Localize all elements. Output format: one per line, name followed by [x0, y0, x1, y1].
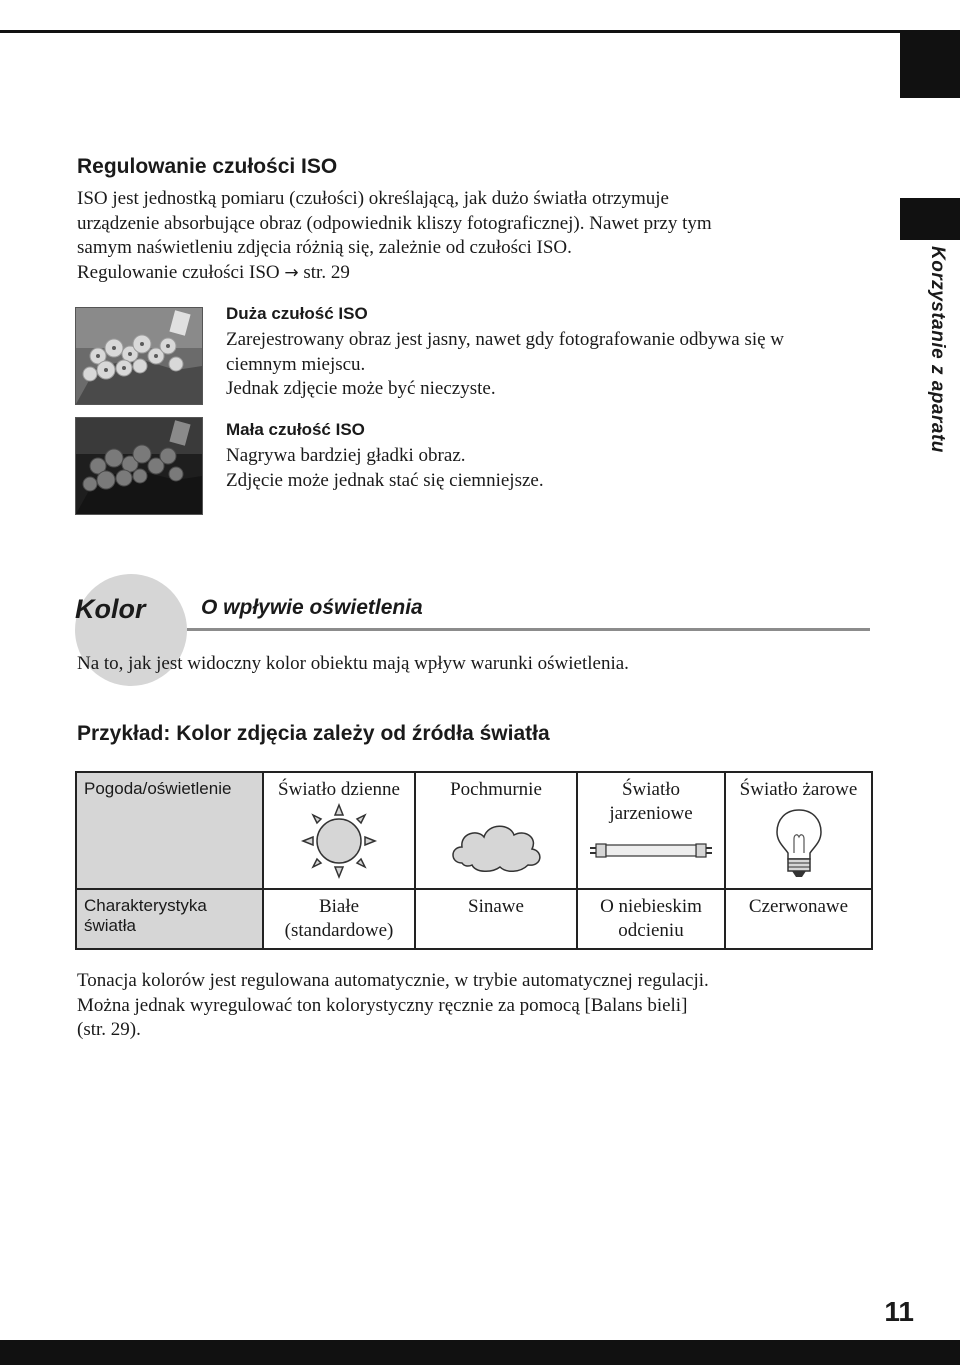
fluorescent-tube-icon: [582, 832, 720, 868]
side-section-tab: [900, 198, 960, 240]
trait-cloudy: Sinawe: [415, 889, 577, 949]
column-label: Światło dzienne: [278, 779, 400, 800]
low-iso-title: Mała czułość ISO: [226, 420, 365, 439]
low-iso-photo: [75, 417, 203, 515]
iso-paragraph-line: [77, 261, 877, 286]
bottom-rule: [0, 1340, 960, 1365]
trait-incandescent: Czerwonawe: [725, 889, 872, 949]
column-label: Światło żarowe: [739, 779, 858, 800]
high-iso-line: Jednak zdjęcie może być nieczyste.: [226, 378, 496, 399]
kolor-section-subtitle: O wpływie oświetlenia: [201, 596, 423, 619]
high-iso-title: Duża czułość ISO: [226, 304, 368, 323]
footer-line: Można jednak wyregulować ton kolorystyczny ręcznie za pomocą [Balans bieli]: [77, 994, 688, 1016]
column-daylight: [263, 772, 415, 889]
page-number: 11: [884, 1296, 914, 1327]
side-section-label: Korzystanie z aparatu: [927, 246, 948, 453]
cloud-icon: [420, 812, 572, 882]
kolor-section-label: Kolor: [75, 594, 146, 624]
top-rule: [0, 30, 900, 33]
top-corner-tab: [900, 30, 960, 98]
low-iso-line: Zdjęcie może jednak stać się ciemniejsze.: [226, 469, 544, 491]
kolor-section-rule: [187, 628, 870, 631]
footer-paragraph: [77, 969, 877, 1043]
low-iso-description: [226, 444, 886, 493]
footer-line: (str. 29).: [77, 1019, 141, 1040]
low-iso-line: Nagrywa bardziej gładki obraz.: [226, 445, 466, 466]
iso-paragraph-line: samym naświetleniu zdjęcia różnią się, zależnie od czułości ISO.: [77, 237, 572, 258]
trait-daylight: Białe (standardowe): [263, 889, 415, 949]
iso-paragraph-line: urządzenie absorbujące obraz (odpowiednik kliszy fotograficznej). Nawet przy tym: [77, 212, 712, 234]
kolor-intro: Na to, jak jest widoczny kolor obiektu mają wpływ warunki oświetlenia.: [77, 653, 629, 674]
column-fluorescent: [577, 772, 725, 889]
footer-line: Tonacja kolorów jest regulowana automatycznie, w trybie automatycznej regulacji.: [77, 970, 709, 991]
iso-reference-page-link[interactable]: str. 29: [303, 261, 350, 283]
iso-paragraph-line: ISO jest jednostką pomiaru (czułości) określającą, jak dużo światła otrzymuje: [77, 188, 669, 209]
table-row: [76, 772, 872, 889]
row-header-weather: Pogoda/oświetlenie: [76, 772, 263, 889]
iso-reference-text: Regulowanie czułości ISO: [77, 261, 280, 283]
iso-paragraph: [77, 187, 877, 285]
column-cloudy: [415, 772, 577, 889]
high-iso-line: ciemnym miejscu.: [226, 353, 366, 375]
lighting-table: [75, 771, 873, 950]
column-label: Światło: [621, 779, 681, 800]
trait-fluorescent: O niebieskim odcieniu: [577, 889, 725, 949]
column-label: jarzeniowe: [609, 803, 693, 824]
light-bulb-icon: [730, 808, 867, 878]
column-incandescent: [725, 772, 872, 889]
high-iso-line: Zarejestrowany obraz jest jasny, nawet gdy fotografowanie odbywa się w: [226, 329, 785, 350]
high-iso-description: [226, 328, 886, 402]
iso-heading: Regulowanie czułości ISO: [77, 155, 338, 178]
row-header-light-trait: Charakterystyka światła: [76, 889, 263, 949]
example-heading: Przykład: Kolor zdjęcia zależy od źródła światła: [77, 722, 550, 745]
high-iso-photo: [75, 307, 203, 405]
sun-icon: [268, 806, 410, 876]
column-label: Pochmurnie: [450, 779, 542, 800]
table-row: [76, 889, 872, 949]
arrow-right-icon: →: [284, 262, 299, 283]
